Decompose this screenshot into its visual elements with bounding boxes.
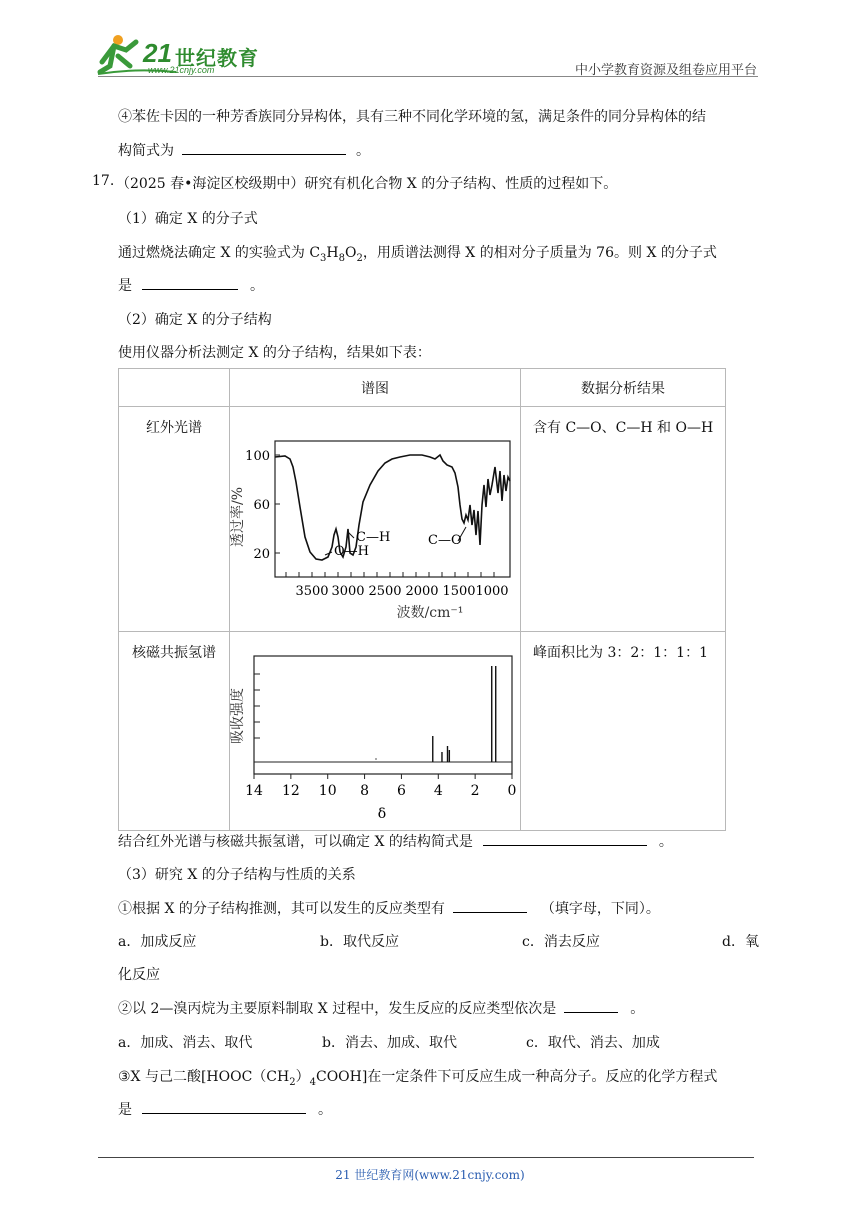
nmr-x-tick: 6 [396, 783, 406, 799]
part1-text: 通过燃烧法确定 X 的实验式为 $C_3H_8O_2$，用质谱法测得 X 的相对分子质量为 76。则 X 的分子式 [118, 245, 717, 264]
logo-text: 世纪教育 [175, 48, 259, 70]
question-number: 17. [92, 173, 115, 189]
conclusion-line: 结合红外光谱与核磁共振氢谱，可以确定 X 的结构简式是 。 [118, 834, 673, 850]
ir-y-tick: 60 [253, 498, 270, 513]
ir-x-tick: 1000 [475, 584, 509, 599]
table-header-spectrum: 谱图 [230, 369, 521, 407]
q3-answer: 是 。 [118, 1102, 332, 1118]
q2-option-b: b．消去、加成、取代 [322, 1035, 457, 1051]
platform-label: 中小学教育资源及组卷应用平台 [575, 63, 758, 78]
q2-option-c: c．取代、消去、加成 [526, 1035, 660, 1051]
footer-link[interactable]: 21 世纪教育网(www.21cnjy.com) [335, 1168, 525, 1182]
nmr-x-tick: 12 [281, 783, 300, 799]
ir-spectrum-cell [230, 407, 521, 632]
part1-answer: 是 。 [118, 278, 264, 294]
ir-y-tick: 20 [253, 547, 270, 562]
nmr-spectrum-chart [230, 632, 520, 826]
part2-heading: （2）确定 X 的分子结构 [118, 312, 272, 328]
part2-text: 使用仪器分析法测定 X 的分子结构，结果如下表： [118, 345, 431, 361]
ir-label-co: C—O [428, 533, 462, 548]
q2-line: ②以 2—溴丙烷为主要原料制取 X 过程中，发生反应的反应类型依次是 。 [118, 1001, 645, 1017]
header-rule [98, 76, 758, 77]
part3-heading: （3）研究 X 的分子结构与性质的关系 [118, 867, 356, 883]
table-header-empty [119, 369, 230, 407]
option-a: a．加成反应 [118, 934, 197, 950]
ir-xlabel: 波数/cm⁻¹ [396, 605, 464, 621]
row-ir-name: 红外光谱 [119, 407, 230, 632]
footer-rule [98, 1157, 754, 1158]
logo-number: 21 [143, 38, 172, 68]
ir-x-tick: 3000 [331, 584, 365, 599]
q1-line: ①根据 X 的分子结构推测，其可以发生的反应类型有 （填字母，下同）。 [118, 901, 660, 917]
option-d-cont: 化反应 [118, 967, 160, 983]
nmr-xlabel: δ [377, 806, 387, 822]
option-d: d．氧 [722, 934, 759, 950]
nmr-x-tick: 14 [245, 783, 263, 799]
option-c: c．消去反应 [522, 934, 600, 950]
answer-blank[interactable] [142, 288, 238, 290]
ir-spectrum-chart [230, 407, 520, 627]
answer-blank[interactable] [483, 844, 647, 846]
row-nmr-result: 峰面积比为 3：2：1：1：1 [521, 632, 726, 831]
nmr-x-tick: 4 [433, 783, 443, 799]
logo-url: www.21cnjy.com [148, 65, 215, 75]
q3-line: ③X 与己二酸$[HOOC(CH_2)_4COOH]$在一定条件下可反应生成一种高分子。反应的化学方程式 [118, 1069, 718, 1088]
nmr-ylabel: 吸收强度 [230, 688, 246, 744]
para-isomer-answer: 构简式为 。 [118, 143, 370, 159]
answer-blank[interactable] [564, 1011, 618, 1013]
ir-label-ch: C—H [356, 530, 391, 545]
nmr-x-tick: 0 [507, 783, 517, 799]
question-title: （2025 春•海淀区校级期中）研究有机化合物 X 的分子结构、性质的过程如下。 [116, 176, 618, 192]
ir-x-tick: 1500 [442, 584, 476, 599]
ir-spectrum-line [275, 455, 510, 560]
part1-heading: （1）确定 X 的分子式 [118, 211, 258, 227]
row-nmr-name: 核磁共振氢谱 [119, 632, 230, 831]
nmr-spectrum-cell [230, 632, 521, 831]
option-b: b．取代反应 [320, 934, 399, 950]
row-ir-result: 含有 C—O、C—H 和 O—H [521, 407, 726, 632]
nmr-x-tick: 10 [318, 783, 337, 799]
ir-ylabel: 透过率/% [230, 486, 246, 548]
ir-x-tick: 3500 [295, 584, 329, 599]
table-header-result: 数据分析结果 [521, 369, 726, 407]
ir-label-oh: O—H [334, 544, 369, 559]
nmr-x-tick: 2 [470, 783, 480, 799]
nmr-x-tick: 8 [360, 783, 370, 799]
answer-blank[interactable] [142, 1112, 306, 1114]
q2-option-a: a．加成、消去、取代 [118, 1035, 253, 1051]
ir-x-tick: 2500 [368, 584, 402, 599]
analysis-table [118, 368, 726, 831]
answer-blank[interactable] [453, 911, 527, 913]
ir-x-tick: 2000 [405, 584, 439, 599]
para-isomer: ④苯佐卡因的一种芳香族同分异构体，具有三种不同化学环境的氢，满足条件的同分异构体的结 [118, 109, 706, 125]
answer-blank[interactable] [182, 153, 346, 155]
ir-y-tick: 100 [245, 449, 270, 464]
